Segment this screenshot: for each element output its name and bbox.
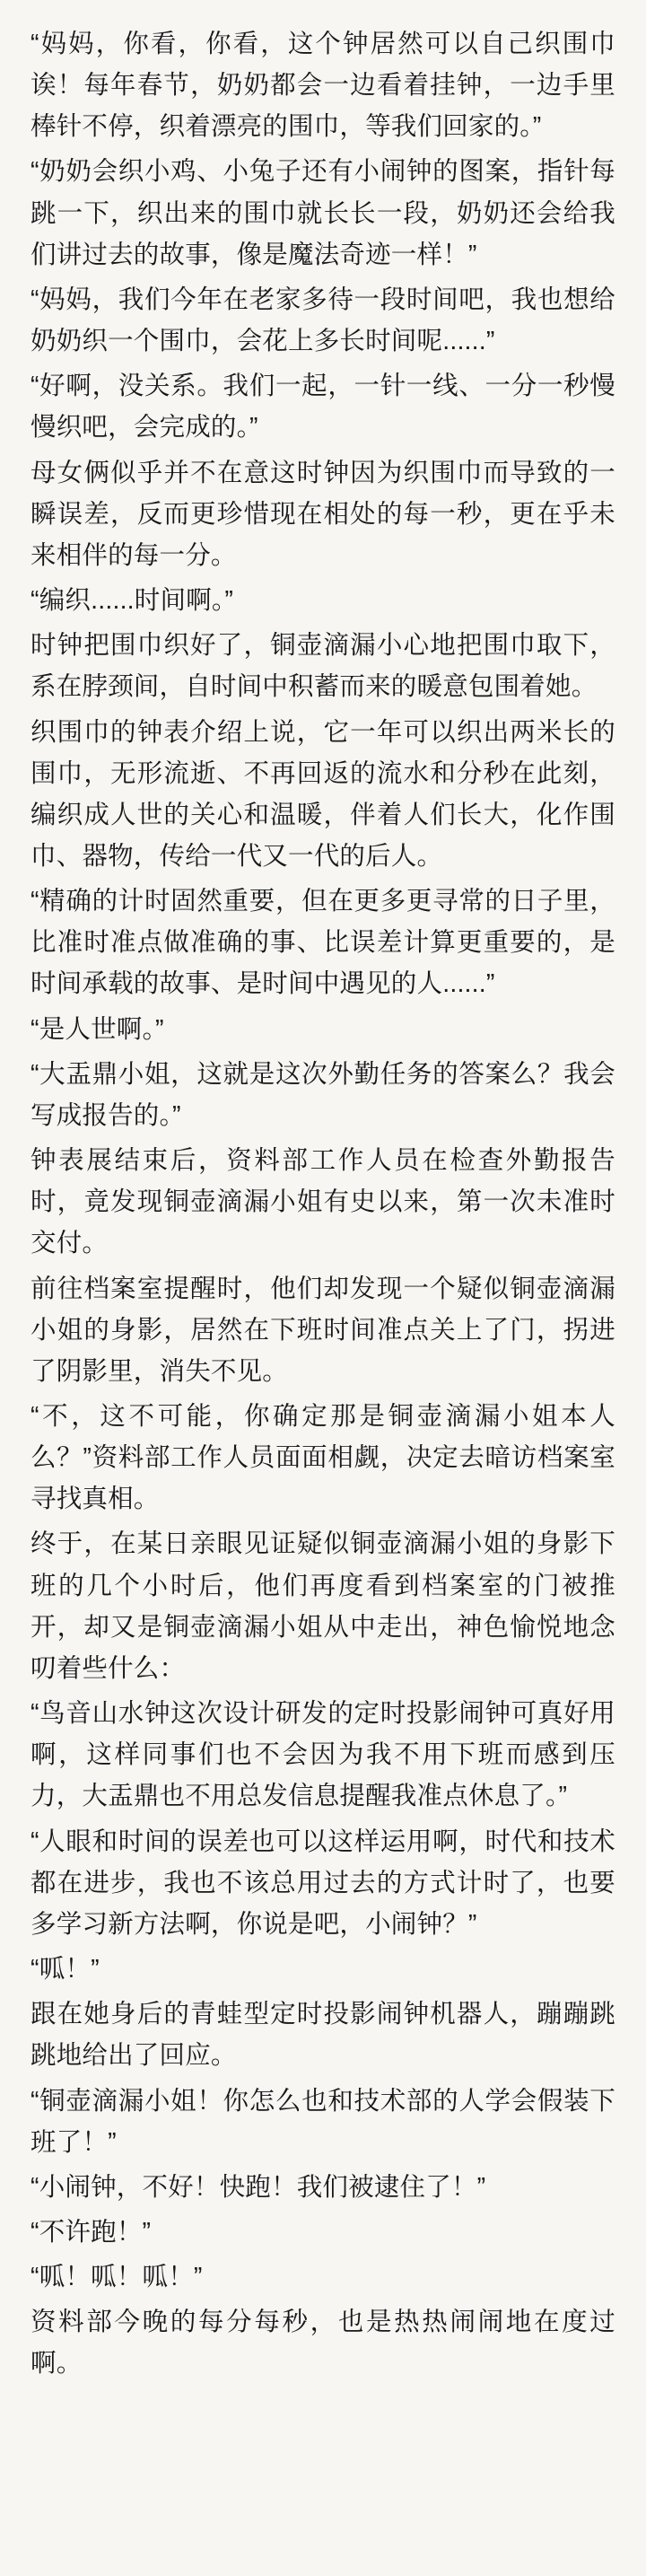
paragraph: 前往档案室提醒时，他们却发现一个疑似铜壶滴漏小姐的身影，居然在下班时间准点关上了门，拐进了阴影里，消失不见。 xyxy=(31,1274,615,1386)
paragraph: “妈妈，我们今年在老家多待一段时间吧，我也想给奶奶织一个围巾，会花上多长时间呢......” xyxy=(31,285,615,356)
paragraph: “好啊，没关系。我们一起，一针一线、一分一秒慢慢织吧，会完成的。” xyxy=(31,372,615,442)
paragraph: “不许跑！” xyxy=(31,2217,152,2247)
paragraph: “奶奶会织小鸡、小兔子还有小闹钟的图案，指针每跳一下，织出来的围巾就长长一段，奶奶还会给我们讲过去的故事，像是魔法奇迹一样！” xyxy=(31,157,615,269)
paragraph: 时钟把围巾织好了，铜壶滴漏小心地把围巾取下，系在脖颈间，自时间中积蓄而来的暖意包围着她。 xyxy=(31,631,615,702)
paragraph: 资料部今晚的每分每秒，也是热热闹闹地在度过啊。 xyxy=(31,2308,615,2379)
paragraph: “铜壶滴漏小姐！你怎么也和技术部的人学会假装下班了！” xyxy=(31,2086,615,2157)
paragraph: 钟表展结束后，资料部工作人员在检查外勤报告时，竟发现铜壶滴漏小姐有史以来，第一次未准时交付。 xyxy=(31,1146,615,1258)
paragraph: “小闹钟，不好！快跑！我们被逮住了！” xyxy=(31,2172,486,2202)
paragraph: “精确的计时固然重要，但在更多更寻常的日子里，比准时准点做准确的事、比误差计算更重要的，是时间承载的故事、是时间中遇见的人......” xyxy=(31,887,615,999)
paragraph: “大盂鼎小姐，这就是这次外勤任务的答案么？我会写成报告的。” xyxy=(31,1059,615,1130)
paragraph: “呱！” xyxy=(31,1955,100,1985)
paragraph: 终于，在某日亲眼见证疑似铜壶滴漏小姐的身影下班的几个小时后，他们再度看到档案室的门被推开，却又是铜壶滴漏小姐从中走出，神色愉悦地念叨着些什么： xyxy=(31,1529,615,1683)
paragraph: 跟在她身后的青蛙型定时投影闹钟机器人，蹦蹦跳跳地给出了回应。 xyxy=(31,2000,615,2071)
paragraph: “人眼和时间的误差也可以这样运用啊，时代和技术都在进步，我也不该总用过去的方式计时了，也要多学习新方法啊，你说是吧，小闹钟？” xyxy=(31,1827,615,1939)
paragraph: “妈妈，你看，你看，这个钟居然可以自己织围巾诶！每年春节，奶奶都会一边看着挂钟，一边手里棒针不停，织着漂亮的围巾，等我们回家的。” xyxy=(31,30,615,142)
paragraph: “是人世啊。” xyxy=(31,1014,164,1044)
document-body xyxy=(31,23,615,2385)
paragraph: 母女俩似乎并不在意这时钟因为织围巾而导致的一瞬误差，反而更珍惜现在相处的每一秒，更在乎未来相伴的每一分。 xyxy=(31,458,615,570)
paragraph: “呱！呱！呱！” xyxy=(31,2263,203,2292)
paragraph: “鸟音山水钟这次设计研发的定时投影闹钟可真好用啊，这样同事们也不会因为我不用下班而感到压力，大盂鼎也不用总发信息提醒我准点休息了。” xyxy=(31,1699,615,1811)
paragraph: “编织......时间啊。” xyxy=(31,586,234,616)
paragraph: “不，这不可能，你确定那是铜壶滴漏小姐本人么？”资料部工作人员面面相觑，决定去暗访档案室寻找真相。 xyxy=(31,1402,615,1514)
paragraph: 织围巾的钟表介绍上说，它一年可以织出两米长的围巾，无形流逝、不再回返的流水和分秒在此刻，编织成人世的关心和温暖，伴着人们长大，化作围巾、器物，传给一代又一代的后人。 xyxy=(31,717,615,871)
